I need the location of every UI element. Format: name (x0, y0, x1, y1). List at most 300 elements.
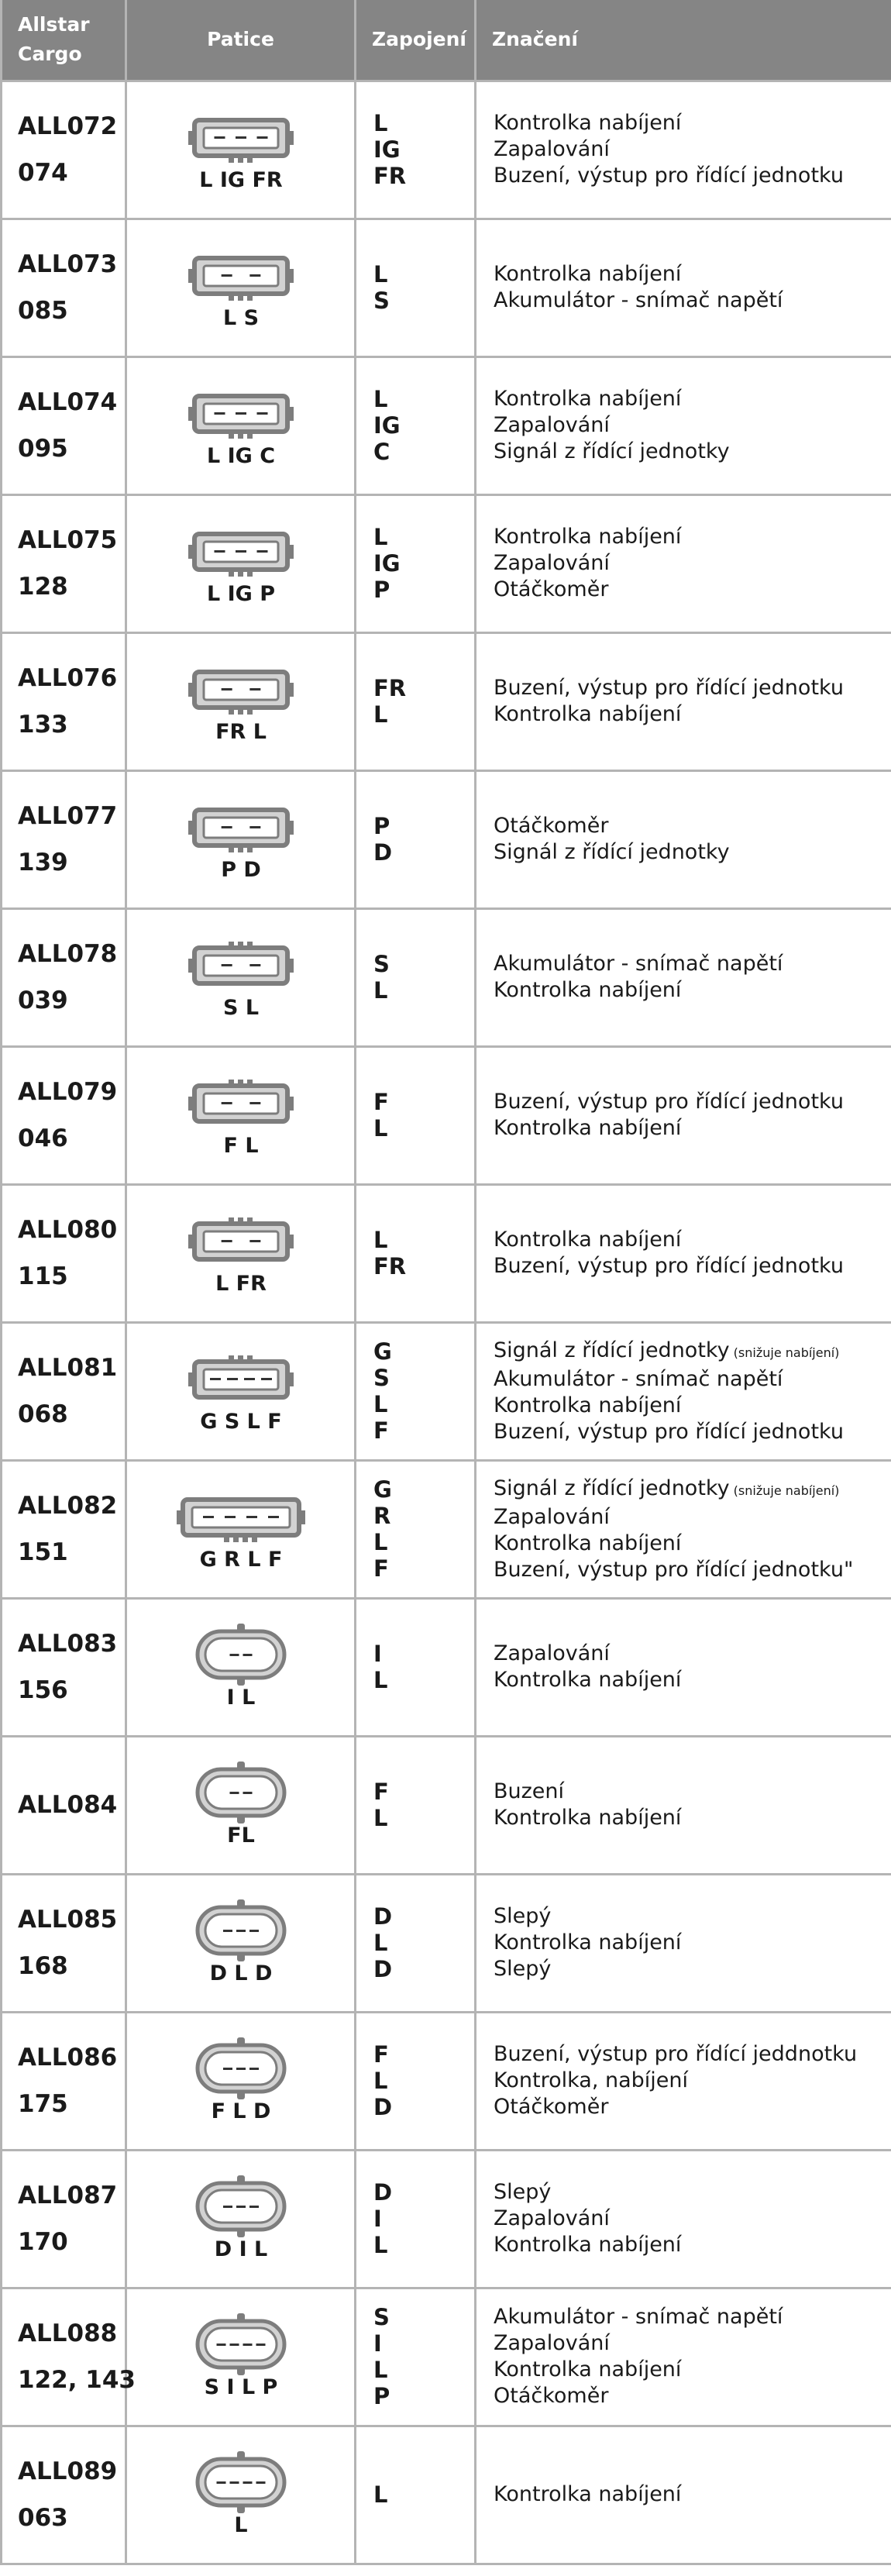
cell-connector (126, 2012, 356, 2150)
description-line (494, 1641, 891, 1667)
connector-diagram (171, 793, 311, 886)
connector-diagram (171, 1483, 311, 1576)
pin-code: L (373, 701, 388, 728)
description-text: Kontrolka nabíjení (494, 387, 682, 411)
pin-code: FR (373, 163, 407, 189)
table-row (2, 1184, 891, 1322)
part-code-line: 156 (18, 1676, 68, 1704)
pin-code: D (373, 2179, 393, 2206)
description-text: Kontrolka nabíjení (494, 1531, 682, 1555)
description-line (494, 412, 891, 439)
connector-pin-labels: S I L P (204, 2375, 277, 2399)
cell-part-code (2, 1460, 126, 1598)
description-text: Akumulátor - snímač napětí (494, 2305, 783, 2329)
pin-code: P (373, 577, 390, 603)
description-text: Otáčkoměr (494, 814, 609, 838)
connector-diagram (171, 2172, 311, 2265)
connector-pin-labels: F L (222, 1134, 259, 1158)
description-line (494, 1930, 891, 1956)
cell-part-code (2, 2012, 126, 2150)
header-allstar: Allstar (18, 13, 90, 36)
pin-code: L (373, 2232, 388, 2258)
cell-part-code (2, 908, 126, 1046)
description-line (494, 288, 891, 314)
description-line (494, 2383, 891, 2409)
description-text: Zapalování (494, 2331, 610, 2355)
part-code-line: 139 (18, 849, 68, 876)
description-text: Kontrolka nabíjení (494, 2482, 682, 2506)
cell-pins (356, 1046, 476, 1184)
description-line (494, 524, 891, 550)
description-text: Kontrolka nabíjení (494, 702, 682, 726)
cell-pins (356, 1460, 476, 1598)
connector-diagram (171, 931, 311, 1024)
cell-description (476, 2150, 891, 2288)
cell-description (476, 2426, 891, 2564)
cell-pins (356, 2150, 476, 2288)
description-text: Kontrolka nabíjení (494, 2233, 682, 2257)
description-text: Zapalování (494, 1504, 610, 1529)
table-row (2, 632, 891, 770)
cell-description (476, 1736, 891, 1874)
part-code-line: 115 (18, 1262, 68, 1290)
pin-code: S (373, 951, 390, 977)
description-line (494, 1115, 891, 1142)
part-code-line: ALL089 (18, 2457, 118, 2485)
part-code-line: 122, 143 (18, 2366, 136, 2394)
cell-pins (356, 908, 476, 1046)
connector-pin-labels: FL (226, 1824, 255, 1848)
description-line (494, 1805, 891, 1831)
description-line (494, 2357, 891, 2383)
description-line (494, 2232, 891, 2258)
description-text: Zapalování (494, 137, 610, 161)
description-line (494, 813, 891, 839)
table-row (2, 219, 891, 356)
header-patice: Patice (126, 0, 356, 81)
table-body (2, 81, 891, 2564)
description-line (494, 550, 891, 577)
description-text: Kontrolka nabíjení (494, 1930, 682, 1954)
pin-code: L (373, 1529, 388, 1555)
cell-connector (126, 2426, 356, 2564)
description-line (494, 1557, 891, 1583)
description-line (494, 1366, 891, 1393)
table-row (2, 81, 891, 219)
description-text: Buzení (494, 1779, 565, 1803)
table-row (2, 908, 891, 1046)
description-line (494, 1956, 891, 1982)
pin-code: L (373, 1115, 388, 1142)
connector-pin-labels: P D (220, 858, 261, 882)
pin-code: FR (373, 1253, 407, 1279)
cell-connector (126, 2288, 356, 2426)
cell-pins (356, 356, 476, 494)
description-line (494, 577, 891, 603)
cell-pins (356, 1874, 476, 2012)
connector-pin-labels: S L (222, 996, 259, 1020)
cell-description (476, 2012, 891, 2150)
description-text: Akumulátor - snímač napětí (494, 288, 783, 312)
description-text: Buzení, výstup pro řídící jednotku (494, 676, 844, 700)
description-line (494, 1667, 891, 1693)
description-line (494, 2481, 891, 2508)
description-text: Kontrolka nabíjení (494, 2357, 682, 2381)
cell-part-code (2, 1736, 126, 1874)
description-text: Buzení, výstup pro řídící jednotku (494, 164, 844, 188)
table-row (2, 1874, 891, 2012)
pin-code: P (373, 2383, 390, 2409)
table-row (2, 494, 891, 632)
pin-code: I (373, 1641, 382, 1667)
pin-code: D (373, 1903, 393, 1930)
cell-part-code (2, 2150, 126, 2288)
description-line (494, 951, 891, 977)
description-line (494, 136, 891, 163)
pin-code: F (373, 2041, 389, 2068)
description-text: Akumulátor - snímač napětí (494, 952, 783, 976)
cell-part-code (2, 81, 126, 219)
description-line (494, 2206, 891, 2232)
pin-code: L (373, 1805, 388, 1831)
pin-code: L (373, 2481, 388, 2508)
description-line (494, 2041, 891, 2068)
pin-code: L (373, 261, 388, 288)
cell-description (476, 494, 891, 632)
cell-pins (356, 494, 476, 632)
connector-pin-labels: D I L (214, 2237, 267, 2261)
cell-description (476, 1460, 891, 1598)
description-line (494, 2068, 891, 2094)
description-line (494, 1903, 891, 1930)
cell-description (476, 1874, 891, 2012)
cell-part-code (2, 1598, 126, 1736)
cell-pins (356, 1736, 476, 1874)
description-text: Otáčkoměr (494, 2095, 609, 2119)
cell-part-code (2, 1184, 126, 1322)
connector-pin-labels: G S L F (199, 1410, 282, 1434)
table-header-row (2, 0, 891, 81)
connector-pin-labels: L IG C (206, 444, 275, 468)
cell-pins (356, 1598, 476, 1736)
connector-diagram (171, 1069, 311, 1162)
table-row (2, 2012, 891, 2150)
cell-connector (126, 81, 356, 219)
part-code-line: ALL076 (18, 664, 118, 692)
pin-code: F (373, 1417, 389, 1444)
part-code-line: ALL075 (18, 526, 118, 554)
description-text: Kontrolka nabíjení (494, 1668, 682, 1692)
connector-diagram (171, 1207, 311, 1300)
part-code-line: 039 (18, 987, 68, 1014)
description-line (494, 110, 891, 136)
connector-pin-labels: L IG FR (198, 168, 283, 192)
pin-code: S (373, 2304, 390, 2330)
description-line (494, 1089, 891, 1115)
description-text: Buzení, výstup pro řídící jednotku (494, 1419, 844, 1444)
description-line (494, 2094, 891, 2120)
cell-description (476, 770, 891, 908)
header-cargo: Cargo (18, 43, 82, 66)
part-code-line: ALL080 (18, 1216, 118, 1244)
part-code-line: 074 (18, 159, 68, 187)
pin-code: L (373, 1227, 388, 1253)
pin-code: G (373, 1338, 392, 1365)
table-row (2, 770, 891, 908)
part-code-line: 085 (18, 297, 68, 325)
pin-code: F (373, 1779, 389, 1805)
cell-part-code (2, 356, 126, 494)
description-text: Buzení, výstup pro řídící jeddnotku (494, 2042, 858, 2066)
description-text: Signál z řídící jednotky (494, 1338, 730, 1362)
cell-description (476, 632, 891, 770)
pin-code: F (373, 1089, 389, 1115)
cell-part-code (2, 494, 126, 632)
cell-connector (126, 1046, 356, 1184)
cell-connector (126, 1322, 356, 1460)
connector-diagram (171, 2448, 311, 2541)
description-note: (snižuje nabíjení) (729, 1345, 840, 1360)
part-code-line: ALL088 (18, 2319, 118, 2347)
connector-pin-labels: G R L F (199, 1548, 282, 1572)
part-code-line: 128 (18, 573, 68, 601)
cell-connector (126, 1184, 356, 1322)
description-text: Slepý (494, 2180, 552, 2204)
cell-connector (126, 219, 356, 356)
table-row (2, 1046, 891, 1184)
table-row (2, 356, 891, 494)
connector-pin-labels: L S (222, 306, 259, 330)
part-code-line: 168 (18, 1952, 68, 1980)
description-line (494, 1227, 891, 1253)
connector-pin-labels: I L (226, 1686, 255, 1710)
description-line (494, 701, 891, 728)
cell-part-code (2, 2426, 126, 2564)
description-text: Buzení, výstup pro řídící jednotku" (494, 1557, 854, 1582)
description-text: Akumulátor - snímač napětí (494, 1366, 783, 1391)
cell-description (476, 1598, 891, 1736)
description-text: Kontrolka nabíjení (494, 525, 682, 549)
description-text: Buzení, výstup pro řídící jednotku (494, 1090, 844, 1114)
header-zapojeni: Zapojení (356, 0, 476, 81)
pin-code: L (373, 2357, 388, 2383)
cell-pins (356, 2288, 476, 2426)
part-code-line: ALL077 (18, 802, 118, 830)
pin-code: D (373, 1956, 393, 1982)
cell-description (476, 1046, 891, 1184)
description-line (494, 1393, 891, 1419)
part-code-line: ALL072 (18, 112, 118, 140)
description-text: Kontrolka nabíjení (494, 111, 682, 135)
cell-description (476, 908, 891, 1046)
table-row (2, 1322, 891, 1460)
description-text: Signál z řídící jednotky (494, 1476, 730, 1500)
connector-pin-labels: D L D (209, 1961, 272, 1985)
pin-code: FR (373, 675, 407, 701)
cell-pins (356, 81, 476, 219)
pin-code: L (373, 1391, 388, 1417)
cell-connector (126, 1460, 356, 1598)
cell-pins (356, 2012, 476, 2150)
connector-diagram (171, 1758, 311, 1851)
description-line (494, 1338, 891, 1366)
cell-part-code (2, 2288, 136, 2426)
description-line (494, 386, 891, 412)
connector-pin-labels: FR L (215, 720, 267, 744)
cell-description (476, 1322, 891, 1460)
pin-code: D (373, 839, 393, 866)
cell-pins (356, 219, 476, 356)
header-znaceni: Značení (476, 0, 891, 81)
table-row (2, 2288, 891, 2426)
description-note: (snižuje nabíjení) (729, 1483, 840, 1498)
description-line (494, 1531, 891, 1557)
description-line (494, 2179, 891, 2206)
description-text: Zapalování (494, 2206, 610, 2230)
connector-diagram (171, 1345, 311, 1438)
part-code-line: 151 (18, 1538, 68, 1566)
table-row (2, 1598, 891, 1736)
part-code-line: ALL084 (18, 1791, 118, 1819)
description-line (494, 439, 891, 465)
table-row (2, 2426, 891, 2564)
description-text: Kontrolka nabíjení (494, 1228, 682, 1252)
description-line (494, 2330, 891, 2357)
cell-connector (126, 356, 356, 494)
part-code-line: 046 (18, 1124, 68, 1152)
table-row (2, 1460, 891, 1598)
cell-connector (126, 494, 356, 632)
part-code-line: ALL081 (18, 1354, 118, 1382)
part-code-line: ALL073 (18, 250, 118, 278)
description-line (494, 839, 891, 866)
connector-pin-labels: L (233, 2513, 248, 2537)
description-line (494, 1419, 891, 1445)
description-text: Zapalování (494, 413, 610, 437)
pin-code: L (373, 1930, 388, 1956)
pin-code: IG (373, 550, 401, 577)
cell-pins (356, 1322, 476, 1460)
part-code-line: 063 (18, 2504, 68, 2532)
pin-code: L (373, 977, 388, 1004)
part-code-line: 133 (18, 711, 68, 739)
pin-code: G (373, 1476, 392, 1503)
part-code-line: ALL086 (18, 2044, 118, 2071)
part-code-line: ALL085 (18, 1906, 118, 1934)
cell-pins (356, 2426, 476, 2564)
connector-pin-labels: L FR (215, 1272, 267, 1296)
connector-diagram (171, 379, 311, 472)
cell-pins (356, 632, 476, 770)
pin-code: I (373, 2330, 382, 2357)
cell-description (476, 219, 891, 356)
cell-part-code (2, 632, 126, 770)
cell-description (476, 356, 891, 494)
connector-pin-labels: L IG P (206, 582, 275, 606)
connector-diagram (171, 241, 311, 334)
part-code-line: ALL083 (18, 1630, 118, 1658)
description-text: Otáčkoměr (494, 2384, 609, 2408)
pin-code: S (373, 288, 390, 314)
cell-description (476, 1184, 891, 1322)
pin-code: F (373, 1555, 389, 1582)
connector-diagram (171, 103, 311, 196)
pin-code: L (373, 1667, 388, 1693)
description-line (494, 2304, 891, 2330)
description-text: Signál z řídící jednotky (494, 840, 730, 864)
pin-code: D (373, 2094, 393, 2120)
cell-part-code (2, 1322, 126, 1460)
pin-code: L (373, 110, 388, 136)
cell-connector (126, 1874, 356, 2012)
header-allstar-cargo (2, 0, 126, 81)
cell-connector (126, 1598, 356, 1736)
description-line (494, 261, 891, 288)
description-text: Slepý (494, 1904, 552, 1928)
description-text: Kontrolka nabíjení (494, 262, 682, 286)
cell-description (476, 2288, 891, 2426)
description-text: Kontrolka nabíjení (494, 1116, 682, 1140)
pin-code: S (373, 1365, 390, 1391)
connector-diagram (171, 655, 311, 748)
description-text: Buzení, výstup pro řídící jednotku (494, 1254, 844, 1278)
pin-code: IG (373, 136, 401, 163)
cell-part-code (2, 770, 126, 908)
description-line (494, 1253, 891, 1279)
pin-code: C (373, 439, 390, 465)
cell-pins (356, 1184, 476, 1322)
pin-code: IG (373, 412, 401, 439)
connector-diagram (171, 1896, 311, 1989)
pin-code: I (373, 2206, 382, 2232)
description-text: Kontrolka nabíjení (494, 1393, 682, 1417)
part-code-line: 175 (18, 2090, 68, 2118)
table-row (2, 2150, 891, 2288)
description-text: Zapalování (494, 551, 610, 575)
description-text: Kontrolka nabíjení (494, 1806, 682, 1830)
part-code-line: ALL079 (18, 1078, 118, 1106)
description-line (494, 1476, 891, 1504)
cell-pins (356, 770, 476, 908)
pin-code: P (373, 813, 390, 839)
description-text: Slepý (494, 1957, 552, 1981)
description-line (494, 1504, 891, 1531)
description-text: Kontrolka nabíjení (494, 978, 682, 1002)
cell-part-code (2, 219, 126, 356)
description-text: Zapalování (494, 1641, 610, 1665)
cell-connector (126, 908, 356, 1046)
pin-code: L (373, 386, 388, 412)
connector-pin-labels: F L D (211, 2099, 270, 2123)
part-code-line: 170 (18, 2228, 68, 2256)
connector-diagram (171, 2310, 311, 2403)
description-line (494, 1779, 891, 1805)
part-code-line: ALL087 (18, 2182, 118, 2209)
pin-code: R (373, 1503, 391, 1529)
description-line (494, 675, 891, 701)
pin-code: L (373, 524, 388, 550)
part-code-line: ALL082 (18, 1492, 118, 1520)
cell-connector (126, 632, 356, 770)
connector-diagram (171, 2034, 311, 2127)
cell-description (476, 81, 891, 219)
description-text: Signál z řídící jednotky (494, 439, 730, 463)
cell-connector (126, 2150, 356, 2288)
cell-connector (126, 1736, 356, 1874)
part-code-line: 068 (18, 1400, 68, 1428)
pin-code: L (373, 2068, 388, 2094)
part-code-line: 095 (18, 435, 68, 463)
